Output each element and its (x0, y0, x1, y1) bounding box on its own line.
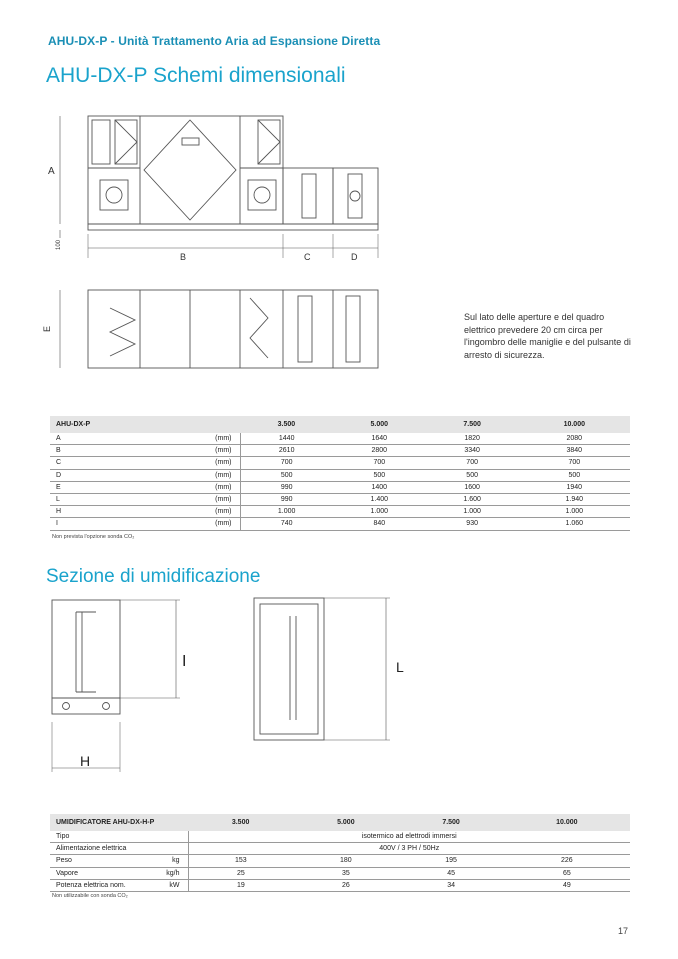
table-cell: 990 (240, 481, 333, 493)
table-cell: 700 (519, 457, 630, 469)
header-cell: 5.000 (333, 416, 426, 433)
table-row (50, 843, 630, 855)
page-number: 17 (617, 926, 628, 936)
header-cell: 10.000 (519, 416, 630, 433)
table-cell: 45 (398, 867, 503, 879)
table-cell: (mm) (160, 457, 240, 469)
table-cell: 35 (293, 867, 398, 879)
table-cell: 1.060 (519, 518, 630, 530)
table-cell: C (50, 457, 160, 469)
main-body-outline (88, 116, 283, 224)
table-header-row (50, 416, 630, 433)
table-cell: 1.000 (333, 506, 426, 518)
section-title-humidification: Sezione di umidificazione (46, 566, 261, 587)
table-cell: 1.000 (519, 506, 630, 518)
table-cell: 19 (188, 879, 293, 891)
table-cell: L (50, 493, 160, 505)
dim-label-c: C (304, 252, 311, 262)
table-cell: 700 (240, 457, 333, 469)
side-note: Sul lato delle aperture e del quadro elettrico prevedere 20 cm circa per l'ingombro delle maniglie e del pulsante di arresto di sicurezza. (464, 312, 631, 360)
table-cell: 25 (188, 867, 293, 879)
table-row (50, 433, 630, 445)
humidifier-diagram (40, 592, 420, 782)
table-cell: 1440 (240, 433, 333, 445)
table-cell: kg/h (160, 867, 188, 879)
table-cell: (mm) (160, 433, 240, 445)
table-cell: 500 (426, 469, 519, 481)
table-cell: 500 (519, 469, 630, 481)
table-cell: Potenza elettrica nom. (50, 879, 160, 891)
humidifier-table (50, 814, 630, 892)
table-cell: 400V / 3 PH / 50Hz (188, 843, 630, 855)
table-cell: 840 (333, 518, 426, 530)
table-cell: (mm) (160, 481, 240, 493)
table-cell: 1600 (426, 481, 519, 493)
table-header-row (50, 814, 630, 831)
table-cell: Vapore (50, 867, 160, 879)
dim-label-b: B (180, 252, 187, 262)
table-cell: E (50, 481, 160, 493)
table-cell: (mm) (160, 469, 240, 481)
table-cell: 1940 (519, 481, 630, 493)
table-cell: 1.000 (240, 506, 333, 518)
table-cell: 3840 (519, 445, 630, 457)
table-cell: 1.400 (333, 493, 426, 505)
dim-label-100: 100 (56, 239, 62, 250)
table-cell: 1.600 (426, 493, 519, 505)
table-cell: 1.940 (519, 493, 630, 505)
header-cell: 7.500 (398, 814, 503, 831)
table-cell: 49 (504, 879, 630, 891)
table-cell: 65 (504, 867, 630, 879)
table-cell: 700 (333, 457, 426, 469)
humidifier-side-outline (254, 598, 324, 740)
table-cell: 2610 (240, 445, 333, 457)
table-cell: (mm) (160, 493, 240, 505)
header-cell: 3.500 (188, 814, 293, 831)
table-cell: 153 (188, 855, 293, 867)
top-view-outline (88, 290, 378, 368)
table1-footnote: Non prevista l'opzione sonda CO₂ (52, 534, 135, 540)
table-cell: kg (160, 855, 188, 867)
table-row (50, 518, 630, 530)
table2-footnote: Non utilizzabile con sonda CO₂ (52, 893, 128, 899)
dimensions-table (50, 416, 630, 531)
table-cell: 2080 (519, 433, 630, 445)
table-cell: 740 (240, 518, 333, 530)
dim-label-e: E (42, 325, 52, 332)
table-cell: 180 (293, 855, 398, 867)
table-cell: 26 (293, 879, 398, 891)
table-cell: 2800 (333, 445, 426, 457)
header-cell: 10.000 (504, 814, 630, 831)
table-row (50, 481, 630, 493)
table-row (50, 457, 630, 469)
table-cell: 700 (426, 457, 519, 469)
table-cell: 500 (240, 469, 333, 481)
table-cell: 500 (333, 469, 426, 481)
table-cell: (mm) (160, 518, 240, 530)
humidifier-front-outline (52, 600, 120, 698)
heat-exchanger-shape (144, 120, 236, 220)
unit-dimension-diagram (40, 108, 390, 373)
table-cell: 226 (504, 855, 630, 867)
table-cell: 1400 (333, 481, 426, 493)
header-cell: 5.000 (293, 814, 398, 831)
table-cell: 195 (398, 855, 503, 867)
header-cell: 3.500 (240, 416, 333, 433)
section-title-dimensional: AHU-DX-P Schemi dimensionali (46, 64, 346, 87)
table-cell: A (50, 433, 160, 445)
table-row (50, 879, 630, 891)
table-cell: Peso (50, 855, 160, 867)
table-row (50, 445, 630, 457)
dim-label-l: L (396, 659, 404, 675)
table-cell: D (50, 469, 160, 481)
table-cell: kW (160, 879, 188, 891)
table-row (50, 506, 630, 518)
header-cell: UMIDIFICATORE AHU-DX-H-P (50, 814, 188, 831)
table-cell: isotermico ad elettrodi immersi (188, 831, 630, 843)
table-cell: 1820 (426, 433, 519, 445)
dim-label-d: D (351, 252, 358, 262)
dim-label-i: I (182, 653, 187, 670)
header-cell: AHU-DX-P (50, 416, 240, 433)
table-row (50, 855, 630, 867)
table-cell: 1640 (333, 433, 426, 445)
table-row (50, 469, 630, 481)
table-row (50, 831, 630, 843)
table-cell: 34 (398, 879, 503, 891)
table-row (50, 493, 630, 505)
table-cell: 3340 (426, 445, 519, 457)
dim-label-a: A (48, 166, 55, 177)
table-cell: Alimentazione elettrica (50, 843, 188, 855)
table-cell: 1.000 (426, 506, 519, 518)
table-cell: I (50, 518, 160, 530)
table-cell: Tipo (50, 831, 188, 843)
header-cell: 7.500 (426, 416, 519, 433)
table-row (50, 867, 630, 879)
page-header: AHU-DX-P - Unità Trattamento Aria ad Espansione Diretta (48, 34, 381, 48)
table-cell: H (50, 506, 160, 518)
table-cell: B (50, 445, 160, 457)
table-cell: (mm) (160, 506, 240, 518)
dim-label-h: H (80, 753, 91, 769)
table-cell: (mm) (160, 445, 240, 457)
table-cell: 930 (426, 518, 519, 530)
table-cell: 990 (240, 493, 333, 505)
